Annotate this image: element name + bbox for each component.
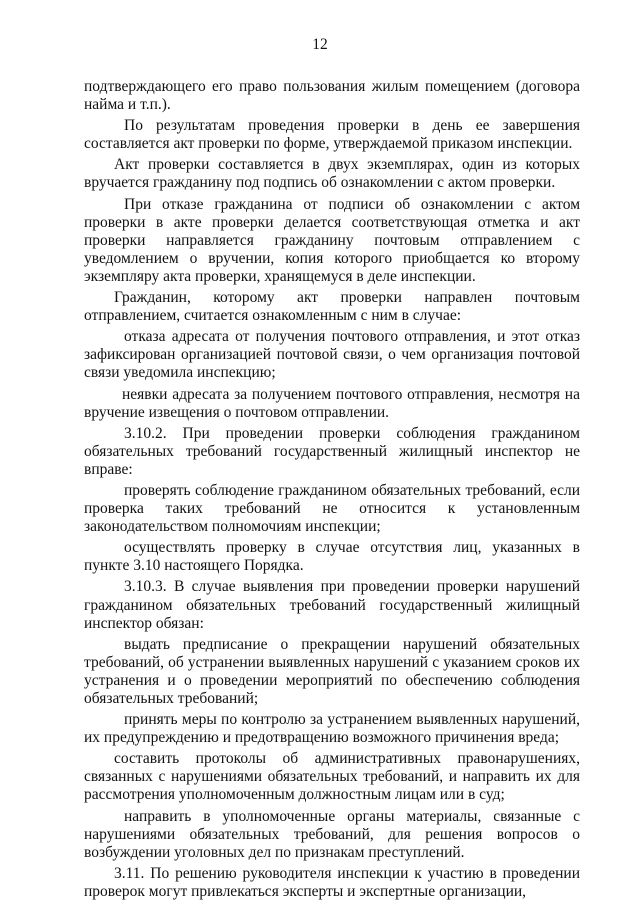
list-item-absence: осуществлять проверку в случае отсутствия лиц, указанных в пункте 3.10 настоящего Порядка.: [84, 539, 580, 575]
page-body: [84, 78, 580, 901]
paragraph-refusal-to-sign: При отказе гражданина от подписи об ознакомлении с актом проверки в акте проверки делается соответствующая отметка и акт проверки направляется гражданину почтовым отправлением с уведомлением о вручении, копия которого приобщается ко второму экземпляру акта проверки, хранящемуся в деле инспекции.: [84, 195, 580, 285]
list-item-non-appearance: неявки адресата за получением почтового отправления, несмотря на вручение извещения о почтовом отправлении.: [84, 385, 580, 421]
list-item-issue-order: выдать предписание о прекращении нарушений обязательных требований, об устранении выявленных нарушений с указанием сроков их устранения и о проведении мероприятий по обеспечению соблюдения обязательных требований;: [84, 635, 580, 707]
list-item-take-measures: принять меры по контролю за устранением выявленных нарушений, их предупреждению и предотвращению возможного причинения вреда;: [84, 711, 580, 747]
list-item-refusal: отказа адресата от получения почтового отправления, и этот отказ зафиксирован организацией почтовой связи, о чем организация почтовой связи уведомила инспекцию;: [84, 328, 580, 382]
page-number: 12: [312, 36, 328, 53]
paragraph-acknowledged: Гражданин, которому акт проверки направлен почтовым отправлением, считается ознакомленным с ним в случае:: [84, 289, 580, 325]
paragraph-3-10-3: 3.10.3. В случае выявления при проведении проверки нарушений гражданином обязательных требований государственный жилищный инспектор обязан:: [84, 578, 580, 632]
list-item-send-materials: направить в уполномоченные органы материалы, связанные с нарушениями обязательных требований, для решения вопросов о возбуждении уголовных дел по признакам преступлений.: [84, 807, 580, 861]
list-item-draw-up-protocols: составить протоколы об административных правонарушениях, связанных с нарушениями обязательных требований, и направить их для рассмотрения уполномоченным должностным лицам или в суд;: [84, 750, 580, 804]
paragraph-3-11: 3.11. По решению руководителя инспекции к участию в проведении проверок могут привлекаться эксперты и экспертные организации,: [84, 864, 580, 900]
paragraph-inspection-act: По результатам проведения проверки в день ее завершения составляется акт проверки по форме, утверждаемой приказом инспекции.: [84, 117, 580, 153]
list-item-check-compliance: проверять соблюдение гражданином обязательных требований, если проверка таких требований не относится к установленным законодательством полномочиям инспекции;: [84, 481, 580, 536]
paragraph-3-10-2: 3.10.2. При проведении проверки соблюдения гражданином обязательных требований государственный жилищный инспектор не вправе:: [84, 424, 580, 478]
paragraph-continuation: подтверждающего его право пользования жилым помещением (договора найма и т.п.).: [84, 78, 580, 114]
paragraph-act-copies: Акт проверки составляется в двух экземплярах, один из которых вручается гражданину под подпись об ознакомлении с актом проверки.: [84, 156, 580, 192]
